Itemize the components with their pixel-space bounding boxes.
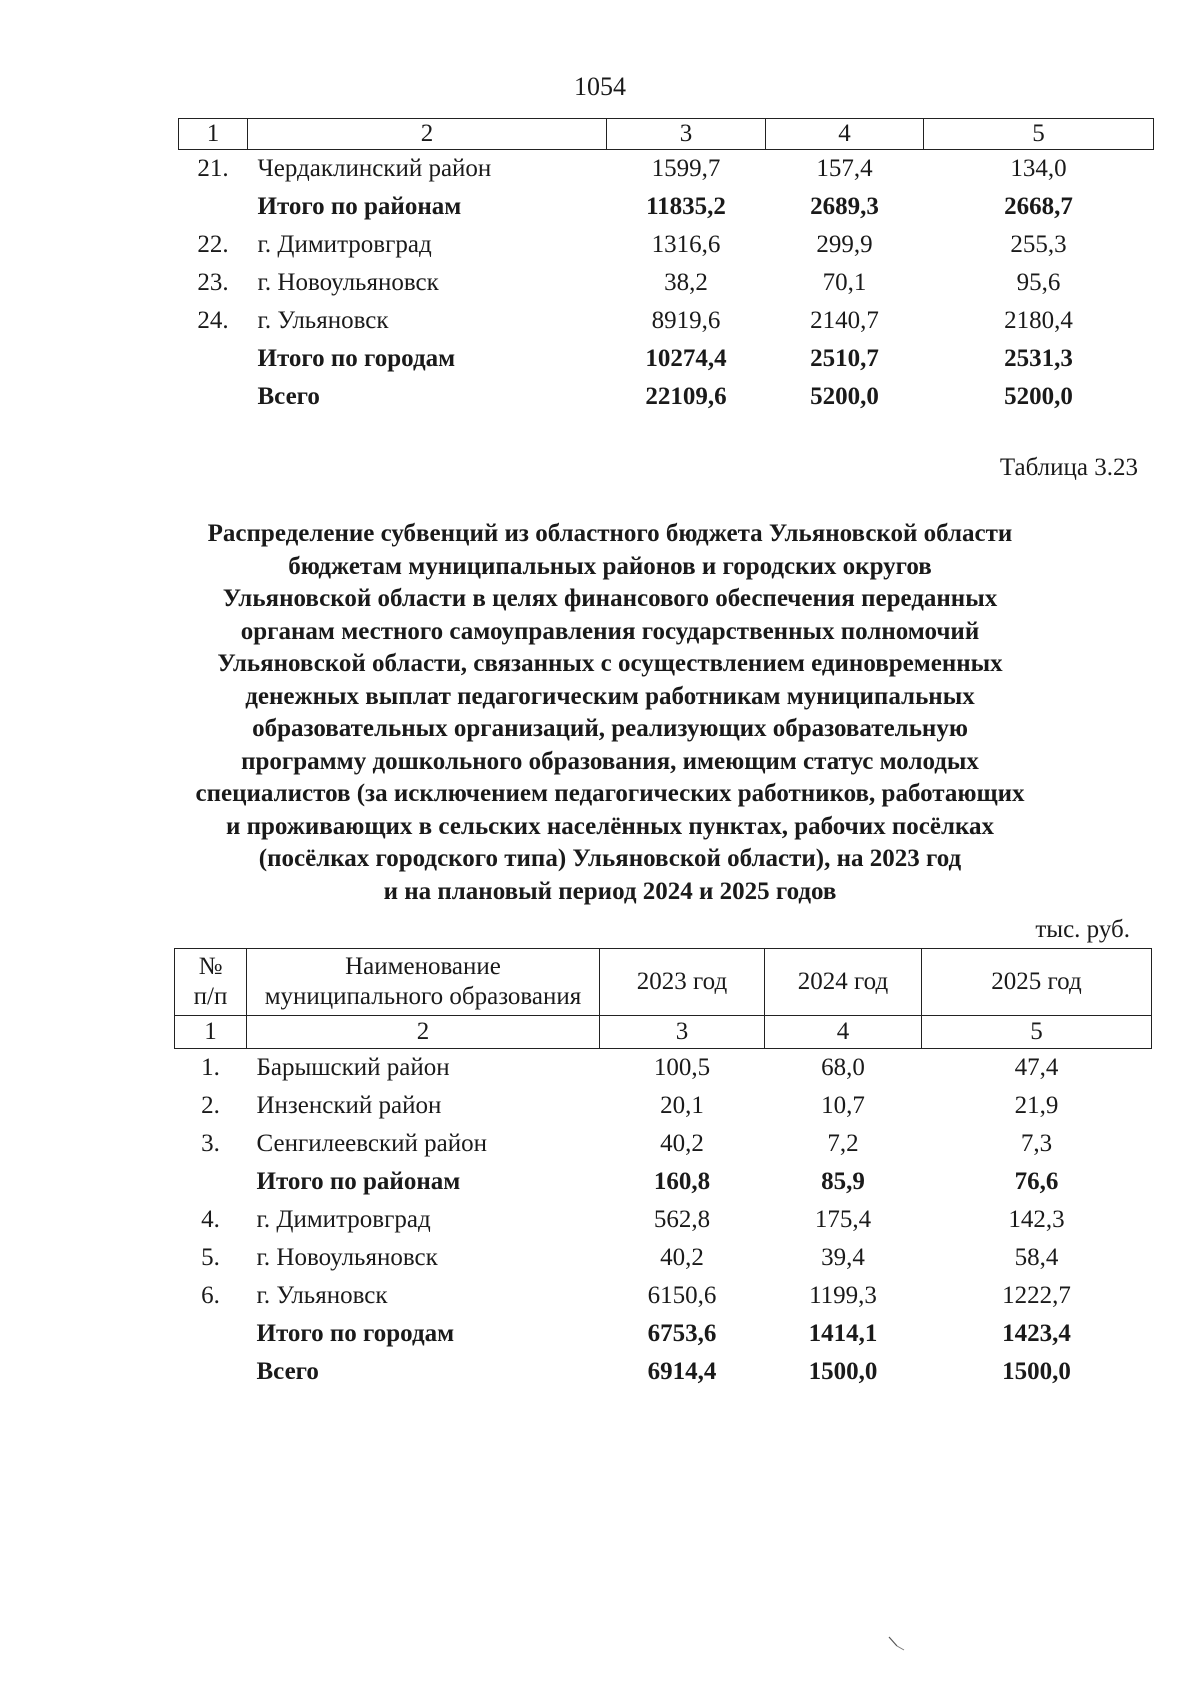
column-number: 1 <box>179 119 248 150</box>
value-year-3: 134,0 <box>1010 155 1067 182</box>
row-name: Барышский район <box>256 1054 450 1081</box>
value-year-2: 2140,7 <box>810 307 879 334</box>
row-number: 2. <box>201 1092 220 1119</box>
value-year-2: 2689,3 <box>810 193 879 220</box>
row-name: Итого по городам <box>257 345 456 372</box>
scan-artifact <box>888 1636 906 1652</box>
column-number: 5 <box>922 1016 1152 1049</box>
row-name: г. Новоульяновск <box>257 269 439 296</box>
value-year-2: 1414,1 <box>808 1320 878 1347</box>
row-number: 5. <box>201 1244 220 1271</box>
table-body <box>179 150 1154 417</box>
row-name: Чердаклинский район <box>257 155 492 182</box>
title-line: Ульяновской области в целях финансового обеспечения переданных <box>222 585 998 612</box>
table-row <box>179 150 1154 189</box>
row-number <box>179 378 248 416</box>
value-year-2: 68,0 <box>821 1054 865 1081</box>
row-number: 4. <box>201 1206 220 1233</box>
table-row <box>175 1049 1152 1088</box>
table-row <box>175 1201 1152 1239</box>
value-year-3: 7,3 <box>1020 1130 1053 1157</box>
table-row <box>179 302 1154 340</box>
table-row <box>179 188 1154 226</box>
table-row <box>175 1353 1152 1391</box>
value-year-1: 8919,6 <box>651 307 721 334</box>
table-row <box>175 1315 1152 1353</box>
header-name-line2: муниципального образования <box>264 983 582 1010</box>
row-name: Итого по городам <box>256 1320 455 1347</box>
column-number: 4 <box>765 1016 922 1049</box>
value-year-3: 2531,3 <box>1004 345 1073 372</box>
column-number: 5 <box>924 119 1154 150</box>
title-line: специалистов (за исключением педагогических работников, работающих <box>195 780 1025 807</box>
row-number <box>179 188 248 226</box>
value-year-3: 1222,7 <box>1002 1282 1071 1309</box>
table-continued <box>178 118 1154 416</box>
table-column-numbers-row <box>179 119 1154 150</box>
header-year-2023: 2023 год <box>600 949 765 1016</box>
table-row <box>179 340 1154 378</box>
title-line: программу дошкольного образования, имеющим статус молодых <box>241 747 979 775</box>
row-number: 22. <box>197 231 229 258</box>
table-caption: Таблица 3.23 <box>999 454 1138 481</box>
row-number <box>175 1315 247 1353</box>
value-year-3: 255,3 <box>1010 231 1067 258</box>
table-row <box>179 226 1154 264</box>
title-line: органам местного самоуправления государственных полномочий <box>240 617 980 645</box>
units-label: тыс. руб. <box>1035 916 1130 943</box>
table-row <box>175 1125 1152 1163</box>
table-row <box>175 1239 1152 1277</box>
value-year-1: 1316,6 <box>651 231 721 258</box>
table-body <box>175 1049 1152 1392</box>
header-number-line2: п/п <box>193 983 228 1010</box>
value-year-2: 70,1 <box>822 269 867 296</box>
column-number: 1 <box>175 1016 247 1049</box>
row-number: 24. <box>197 307 229 334</box>
row-name: Сенгилеевский район <box>256 1130 488 1157</box>
value-year-2: 2510,7 <box>810 345 879 372</box>
value-year-1: 22109,6 <box>645 383 727 410</box>
value-year-1: 20,1 <box>660 1092 704 1119</box>
row-number: 1. <box>201 1054 220 1081</box>
subventions-table <box>174 948 1152 1391</box>
row-number: 6. <box>201 1282 220 1309</box>
value-year-3: 2180,4 <box>1004 307 1073 334</box>
table-row <box>175 1087 1152 1125</box>
header-name-line1: Наименование <box>345 953 501 980</box>
table-header-row <box>175 949 1152 1016</box>
value-year-1: 562,8 <box>653 1206 711 1233</box>
title-line: образовательных организаций, реализующих образовательную <box>252 715 968 742</box>
value-year-3: 76,6 <box>1014 1168 1059 1195</box>
row-name: г. Димитровград <box>257 231 432 258</box>
column-number: 2 <box>247 1016 600 1049</box>
value-year-2: 1199,3 <box>809 1282 877 1309</box>
value-year-2: 10,7 <box>821 1092 865 1119</box>
title-line: Ульяновской области, связанных с осуществлением единовременных <box>217 650 1003 677</box>
value-year-3: 1423,4 <box>1002 1320 1071 1347</box>
row-number: 3. <box>201 1130 220 1157</box>
row-number <box>179 340 248 378</box>
value-year-2: 1500,0 <box>808 1358 878 1385</box>
row-name: Итого по районам <box>257 193 462 220</box>
title-line: и проживающих в сельских населённых пунктах, рабочих посёлках <box>225 812 995 840</box>
value-year-1: 38,2 <box>664 269 708 296</box>
value-year-2: 85,9 <box>821 1168 865 1195</box>
value-year-1: 10274,4 <box>645 345 727 372</box>
row-number: 23. <box>197 269 229 296</box>
value-year-3: 47,4 <box>1014 1054 1059 1081</box>
value-year-2: 175,4 <box>814 1206 872 1233</box>
row-number <box>175 1353 247 1391</box>
header-year-2024: 2024 год <box>765 949 922 1016</box>
table-column-numbers-row <box>175 1016 1152 1049</box>
value-year-1: 40,2 <box>660 1130 704 1157</box>
table-row <box>179 264 1154 302</box>
title-line: (посёлках городского типа) Ульяновской области), на 2023 год <box>258 845 962 872</box>
row-number: 21. <box>197 155 229 182</box>
header-number-cell <box>175 949 247 1016</box>
value-year-3: 142,3 <box>1008 1206 1065 1233</box>
table-row <box>175 1277 1152 1315</box>
value-year-1: 100,5 <box>653 1054 711 1081</box>
value-year-2: 157,4 <box>816 155 873 182</box>
row-name: Итого по районам <box>256 1168 461 1195</box>
value-year-1: 6914,4 <box>647 1358 717 1385</box>
page-number: 1054 <box>574 72 626 101</box>
row-number <box>175 1163 247 1201</box>
column-number: 2 <box>248 119 607 150</box>
value-year-1: 6150,6 <box>647 1282 717 1309</box>
value-year-1: 40,2 <box>660 1244 704 1271</box>
title-line: Распределение субвенций из областного бюджета Ульяновской области <box>207 520 1013 547</box>
value-year-2: 39,4 <box>821 1244 865 1271</box>
value-year-3: 2668,7 <box>1004 193 1073 220</box>
table-row <box>175 1163 1152 1201</box>
row-name: Всего <box>256 1358 319 1385</box>
value-year-1: 160,8 <box>653 1168 711 1195</box>
row-name: г. Новоульяновск <box>256 1244 438 1271</box>
value-year-2: 7,2 <box>827 1130 859 1157</box>
column-number: 4 <box>766 119 924 150</box>
table-row <box>179 378 1154 416</box>
row-name: Всего <box>257 383 320 410</box>
header-year-2025: 2025 год <box>922 949 1152 1016</box>
value-year-3: 5200,0 <box>1004 383 1073 410</box>
value-year-2: 299,9 <box>816 231 873 258</box>
header-number-line1: № <box>198 953 223 980</box>
row-name: Инзенский район <box>256 1092 442 1119</box>
row-name: г. Ульяновск <box>257 307 389 334</box>
value-year-1: 11835,2 <box>646 193 726 220</box>
value-year-3: 21,9 <box>1014 1092 1059 1119</box>
value-year-3: 58,4 <box>1014 1244 1059 1271</box>
value-year-3: 1500,0 <box>1002 1358 1071 1385</box>
title-line: денежных выплат педагогическим работникам муниципальных <box>245 682 975 710</box>
column-number: 3 <box>600 1016 765 1049</box>
row-name: г. Ульяновск <box>256 1282 388 1309</box>
header-name-cell <box>247 949 600 1016</box>
title-line: и на плановый период 2024 и 2025 годов <box>383 877 837 905</box>
value-year-1: 1599,7 <box>651 155 721 182</box>
value-year-1: 6753,6 <box>647 1320 717 1347</box>
column-number: 3 <box>607 119 766 150</box>
row-name: г. Димитровград <box>256 1206 431 1233</box>
value-year-2: 5200,0 <box>810 383 879 410</box>
table-title <box>150 518 1070 908</box>
value-year-3: 95,6 <box>1016 269 1061 296</box>
title-line: бюджетам муниципальных районов и городских округов <box>288 552 932 580</box>
